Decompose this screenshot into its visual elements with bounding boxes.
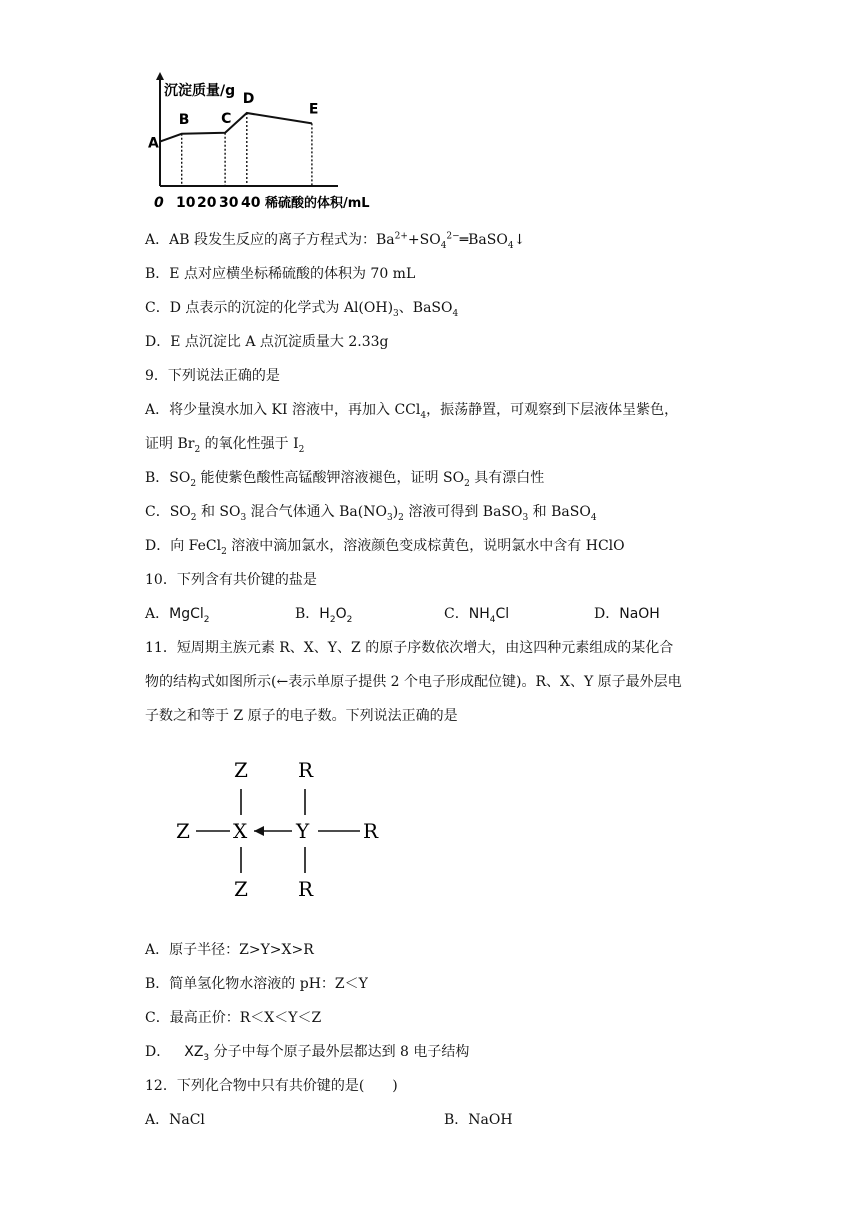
struct-z-top: Z <box>234 758 248 782</box>
chart-origin: 0 <box>154 195 164 211</box>
q10-option-d: D．NaOH <box>594 606 660 622</box>
struct-x: X <box>233 819 248 843</box>
q11-structural-formula <box>170 755 390 905</box>
q10-option-b: B．$H_2O_2$ <box>295 606 353 625</box>
q10-option-a: A．MgCl$_2$ <box>145 606 210 625</box>
q9-option-c: C．$SO_2$ 和 $SO_3$ 混合气体通入 $Ba(NO_3)_2$ 溶液可得到 BaSO$_3$ 和 BaSO$_4$ <box>145 504 597 523</box>
chart-point-label-c: C <box>221 110 232 127</box>
chart-xtick-10: 10 <box>176 195 196 211</box>
q8-option-a: A．AB 段发生反应的离子方程式为：$Ba^{2+}+SO_4^{2-}═BaSO_4↓$ <box>145 231 526 251</box>
struct-z-bottom: Z <box>234 877 248 901</box>
struct-y: Y <box>296 819 310 843</box>
chart-xtick-40: 40 <box>241 195 261 211</box>
q11-option-a: A．原子半径：Z>Y>X>R <box>145 942 314 958</box>
q8-option-b: B．E 点对应横坐标稀硫酸的体积为 70 mL <box>145 266 416 282</box>
q11-stem-line2: 物的结构式如图所示(←表示单原子提供 2 个电子形成配位键)。R、X、Y 原子最外层电 <box>145 674 682 690</box>
q9-option-a-line1: A．将少量溴水加入 KI 溶液中，再加入 CCl$_4$，振荡静置，可观察到下层液体呈紫色， <box>145 402 679 421</box>
precipitate-mass-chart <box>140 68 400 216</box>
q8-option-c: C．D 点表示的沉淀的化学式为 $Al(OH)_3$、BaSO$_4$ <box>145 300 459 319</box>
struct-r-right: R <box>363 819 379 843</box>
q12-option-a: A．NaCl <box>145 1112 205 1128</box>
q9-option-b: B．$SO_2$ 能使紫色酸性高锰酸钾溶液褪色，证明 $SO_2$ 具有漂白性 <box>145 470 545 489</box>
q10-stem: 10．下列含有共价键的盐是 <box>145 572 317 588</box>
q11-stem-line1: 11．短周期主族元素 R、X、Y、Z 的原子序数依次增大，由这四种元素组成的某化合 <box>145 640 674 656</box>
struct-arrow-icon <box>254 826 264 836</box>
q11-option-c: C．最高正价：R＜X＜Y＜Z <box>145 1010 322 1026</box>
chart-xtick-20: 20 <box>197 195 217 211</box>
struct-z-left: Z <box>176 819 190 843</box>
chart-marks <box>148 91 318 186</box>
chart-point-label-b: B <box>178 111 190 128</box>
q11-stem-line3: 子数之和等于 Z 原子的电子数。下列说法正确的是 <box>145 708 458 724</box>
q12-option-b: B．NaOH <box>444 1112 513 1128</box>
chart-ylabel: 沉淀质量/g <box>164 83 236 99</box>
chart-point-label-a: A <box>148 135 159 152</box>
struct-r-top: R <box>298 758 314 782</box>
q12-stem: 12．下列化合物中只有共价键的是( ) <box>145 1078 398 1094</box>
chart-xlabel: 稀硫酸的体积/mL <box>265 196 370 211</box>
q8-option-d: D．E 点沉淀比 A 点沉淀质量大 2.33g <box>145 334 389 350</box>
chart-point-label-e: E <box>308 101 319 118</box>
struct-r-bottom: R <box>298 877 314 901</box>
q11-option-b: B．简单氢化物水溶液的 pH：Z＜Y <box>145 976 368 992</box>
q9-stem: 9．下列说法正确的是 <box>145 368 280 384</box>
q9-option-d: D．向 FeCl$_2$ 溶液中滴加氯水，溶液颜色变成棕黄色，说明氯水中含有 HClO <box>145 538 625 557</box>
q10-option-c: C．$NH_4Cl$ <box>444 606 510 625</box>
chart-xtick-30: 30 <box>219 195 239 211</box>
q11-option-d: D． $XZ_3$ 分子中每个原子最外层都达到 8 电子结构 <box>145 1044 470 1063</box>
q9-option-a-line2: 证明 $Br_2$ 的氧化性强于 $I_2$ <box>145 436 305 455</box>
chart-point-label-d: D <box>242 91 255 107</box>
